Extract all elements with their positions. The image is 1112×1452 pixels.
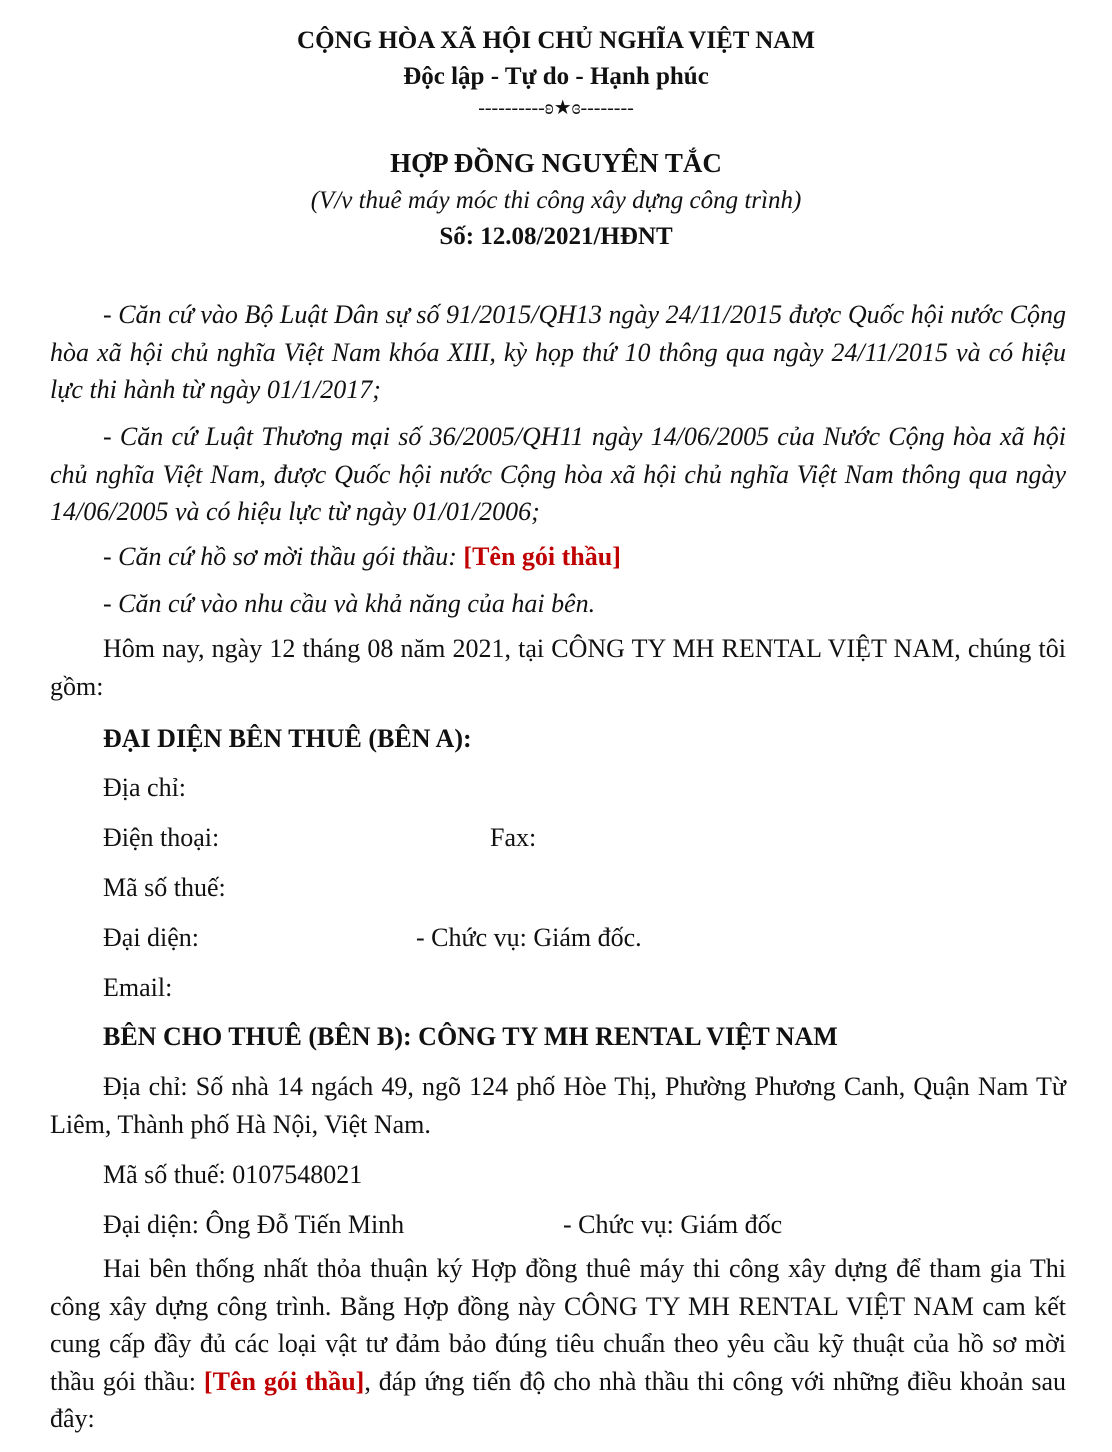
national-motto: Độc lập - Tự do - Hạnh phúc [403, 63, 709, 90]
legal-basis-tender [50, 538, 1066, 576]
legal-basis-text: - Căn cứ Luật Thương mại số 36/2005/QH11 ngày 14/06/2005 của Nước Cộng hòa xã hội chủ nghĩa Việt Nam, được Quốc hội nước Cộng hòa xã hội chủ nghĩa Việt Nam thông qua ngày 14/06/2005 và có hiệu lực từ ngày 01/01/2006; [50, 422, 1066, 526]
party-b-position: - Chức vụ: Giám đốc [563, 1210, 783, 1239]
ornament-icon: ----------ʚ★ɞ-------- [478, 97, 634, 119]
party-b-rep-row [103, 1206, 1003, 1243]
party-a-address-label: Địa chỉ: [103, 773, 187, 802]
party-a-tax-label: Mã số thuế: [103, 873, 226, 902]
contract-title: HỢP ĐỒNG NGUYÊN TẮC [390, 148, 722, 178]
legal-basis-text: - Căn cứ hồ sơ mời thầu gói thầu: [103, 542, 464, 571]
party-a-position: - Chức vụ: Giám đốc. [416, 923, 642, 952]
party-a-heading: ĐẠI DIỆN BÊN THUÊ (BÊN A): [103, 724, 472, 753]
party-b-tax: Mã số thuế: 0107548021 [103, 1160, 363, 1189]
intro-paragraph: Hôm nay, ngày 12 tháng 08 năm 2021, tại CÔNG TY MH RENTAL VIỆT NAM, chúng tôi gồm: [50, 634, 1066, 701]
party-b-address: Địa chỉ: Số nhà 14 ngách 49, ngõ 124 phố Hòe Thị, Phường Phương Canh, Quận Nam Từ Liêm, Thành phố Hà Nội, Việt Nam. [50, 1072, 1066, 1139]
ornament-divider [0, 94, 1112, 122]
party-a-rep-row [103, 919, 1003, 956]
contract-subtitle: (V/v thuê máy móc thi công xây dựng công trình) [310, 187, 802, 214]
party-a-phone-row [103, 819, 1003, 856]
party-b-rep: Đại diện: Ông Đỗ Tiến Minh [103, 1210, 405, 1239]
party-a-fax-label: Fax: [490, 823, 537, 852]
legal-basis-text: - Căn cứ vào Bộ Luật Dân sự số 91/2015/QH13 ngày 24/11/2015 được Quốc hội nước Cộng hòa xã hội chủ nghĩa Việt Nam khóa XIII, kỳ họp thứ 10 thông qua ngày 24/11/2015 và có hiệu lực thi hành từ ngày 01/1/2017; [50, 300, 1066, 404]
agreement-text-end: , đáp ứng tiến độ cho nhà thầu thi công với những điều khoản sau đây: [50, 1366, 1066, 1433]
agreement-text: Hai bên thống nhất thỏa thuận ký Hợp đồng thuê máy thi công xây dựng để tham gia Thi công xây dựng công trình. Bằng Hợp đồng này CÔNG TY MH RENTAL VIỆT NAM cam kết cung cấp đầy đủ các loại vật tư đảm bảo đúng tiêu chuẩn theo yêu cầu kỹ thuật của hồ sơ mời thầu gói thầu: [50, 1254, 1066, 1396]
party-b-heading: BÊN CHO THUÊ (BÊN B): CÔNG TY MH RENTAL VIỆT NAM [103, 1022, 838, 1051]
tender-name-placeholder: [Tên gói thầu] [203, 1366, 365, 1396]
tender-name-placeholder: [Tên gói thầu] [463, 542, 621, 571]
party-a-email-label: Email: [103, 973, 173, 1002]
party-a-rep-label: Đại diện: [103, 923, 200, 952]
agreement-paragraph [50, 1250, 1066, 1438]
party-a-phone-label: Điện thoại: [103, 823, 220, 852]
national-title: CỘNG HÒA XÃ HỘI CHỦ NGHĨA VIỆT NAM [297, 27, 815, 54]
legal-basis-civil-code [50, 296, 1066, 409]
legal-basis-text: - Căn cứ vào nhu cầu và khả năng của hai bên. [103, 589, 596, 618]
legal-basis-needs [50, 585, 1066, 623]
legal-basis-commercial-law [50, 418, 1066, 531]
contract-number: Số: 12.08/2021/HĐNT [439, 223, 673, 250]
